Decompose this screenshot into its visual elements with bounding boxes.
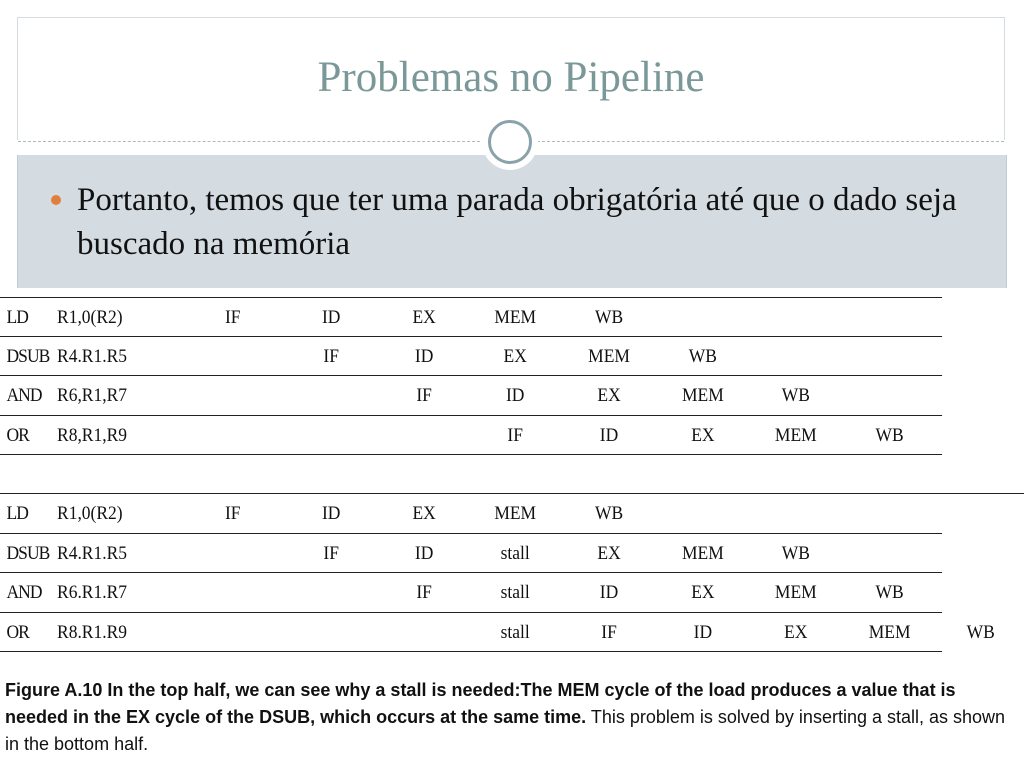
stage-ex: EX — [597, 542, 621, 564]
slide-title: Problemas no Pipeline — [317, 54, 705, 101]
stage-id: ID — [321, 503, 341, 524]
instruction-opcode: AND — [6, 582, 42, 603]
stage-id: ID — [414, 345, 434, 367]
stage-id: ID — [505, 385, 525, 406]
stage-ex: EX — [412, 503, 436, 524]
bullet-text: Portanto, temos que ter uma parada obrigatória até que o dado seja buscado na memória — [77, 182, 957, 262]
instruction-operands: R4.R1.R5 — [57, 345, 127, 367]
instruction-operands: R6.R1.R7 — [57, 582, 127, 603]
instruction-opcode: OR — [6, 424, 29, 446]
stage-mem: MEM — [588, 345, 630, 367]
pipeline-table — [0, 297, 1024, 652]
stage-ex: EX — [784, 621, 808, 643]
stage-ex: EX — [503, 345, 527, 367]
stage-wb: WB — [594, 503, 624, 524]
stage-mem: MEM — [494, 503, 537, 524]
stage-wb: WB — [875, 424, 904, 446]
stage-wb: WB — [781, 385, 810, 406]
instruction-opcode: LD — [6, 307, 28, 328]
stage-if: IF — [416, 582, 432, 603]
pipeline-row — [0, 297, 942, 337]
stage-id: ID — [599, 424, 619, 446]
stage-mem: MEM — [868, 621, 911, 643]
pipeline-row — [0, 573, 942, 613]
instruction-opcode: DSUB — [6, 345, 50, 367]
stage-wb: WB — [875, 582, 904, 603]
stage-id: ID — [599, 582, 619, 603]
pipeline-row — [0, 337, 942, 377]
bullet-dot-icon — [51, 195, 61, 205]
instruction-operands: R1,0(R2) — [57, 503, 123, 524]
stage-wb: WB — [966, 621, 995, 643]
instruction-operands: R6,R1,R7 — [57, 385, 127, 406]
stage-if: IF — [323, 542, 339, 564]
stage-wb: WB — [781, 542, 810, 564]
stage-id: ID — [414, 542, 434, 564]
stage-mem: MEM — [681, 542, 724, 564]
stage-ex: EX — [597, 385, 621, 406]
stage-stall: stall — [500, 542, 530, 564]
pipeline-row — [0, 416, 942, 456]
divider-circle-icon — [488, 120, 532, 164]
instruction-opcode: LD — [6, 503, 28, 524]
stage-ex: EX — [412, 307, 436, 328]
stage-if: IF — [323, 345, 339, 367]
stage-if: IF — [416, 385, 432, 406]
stage-wb: WB — [688, 345, 717, 367]
stage-ex: EX — [691, 582, 715, 603]
instruction-operands: R4.R1.R5 — [57, 542, 127, 564]
stage-wb: WB — [594, 307, 624, 328]
caption-bold: Figure A.10 In the top half, we can see why a stall is needed:The MEM cycle of the load produces a value that is needed in the EX cycle of the DSUB, which occurs at the same time. — [5, 680, 956, 727]
pipeline-row — [0, 494, 942, 534]
stage-mem: MEM — [494, 307, 537, 328]
stage-mem: MEM — [774, 424, 817, 446]
caption-normal: This problem is solved by inserting a stall, as shown in the bottom half. — [5, 707, 1006, 754]
stage-if: IF — [224, 307, 241, 328]
stage-mem: MEM — [774, 582, 817, 603]
instruction-opcode: DSUB — [6, 542, 50, 564]
table-spacer — [0, 455, 1024, 494]
stage-id: ID — [693, 621, 713, 643]
instruction-operands: R1,0(R2) — [57, 307, 123, 328]
pipeline-row — [0, 534, 942, 574]
stage-id: ID — [321, 307, 341, 328]
stage-stall: stall — [500, 621, 530, 643]
instruction-opcode: AND — [6, 385, 42, 406]
stage-if: IF — [507, 424, 523, 446]
stage-mem: MEM — [681, 385, 724, 406]
stage-if: IF — [601, 621, 617, 643]
instruction-opcode: OR — [6, 621, 29, 643]
stage-stall: stall — [500, 582, 530, 603]
stage-if: IF — [224, 503, 241, 524]
pipeline-row — [0, 613, 995, 653]
figure-caption — [5, 677, 1021, 758]
stage-ex: EX — [691, 424, 715, 446]
instruction-operands: R8,R1,R9 — [57, 424, 127, 446]
instruction-operands: R8.R1.R9 — [57, 621, 127, 643]
pipeline-row — [0, 376, 942, 416]
